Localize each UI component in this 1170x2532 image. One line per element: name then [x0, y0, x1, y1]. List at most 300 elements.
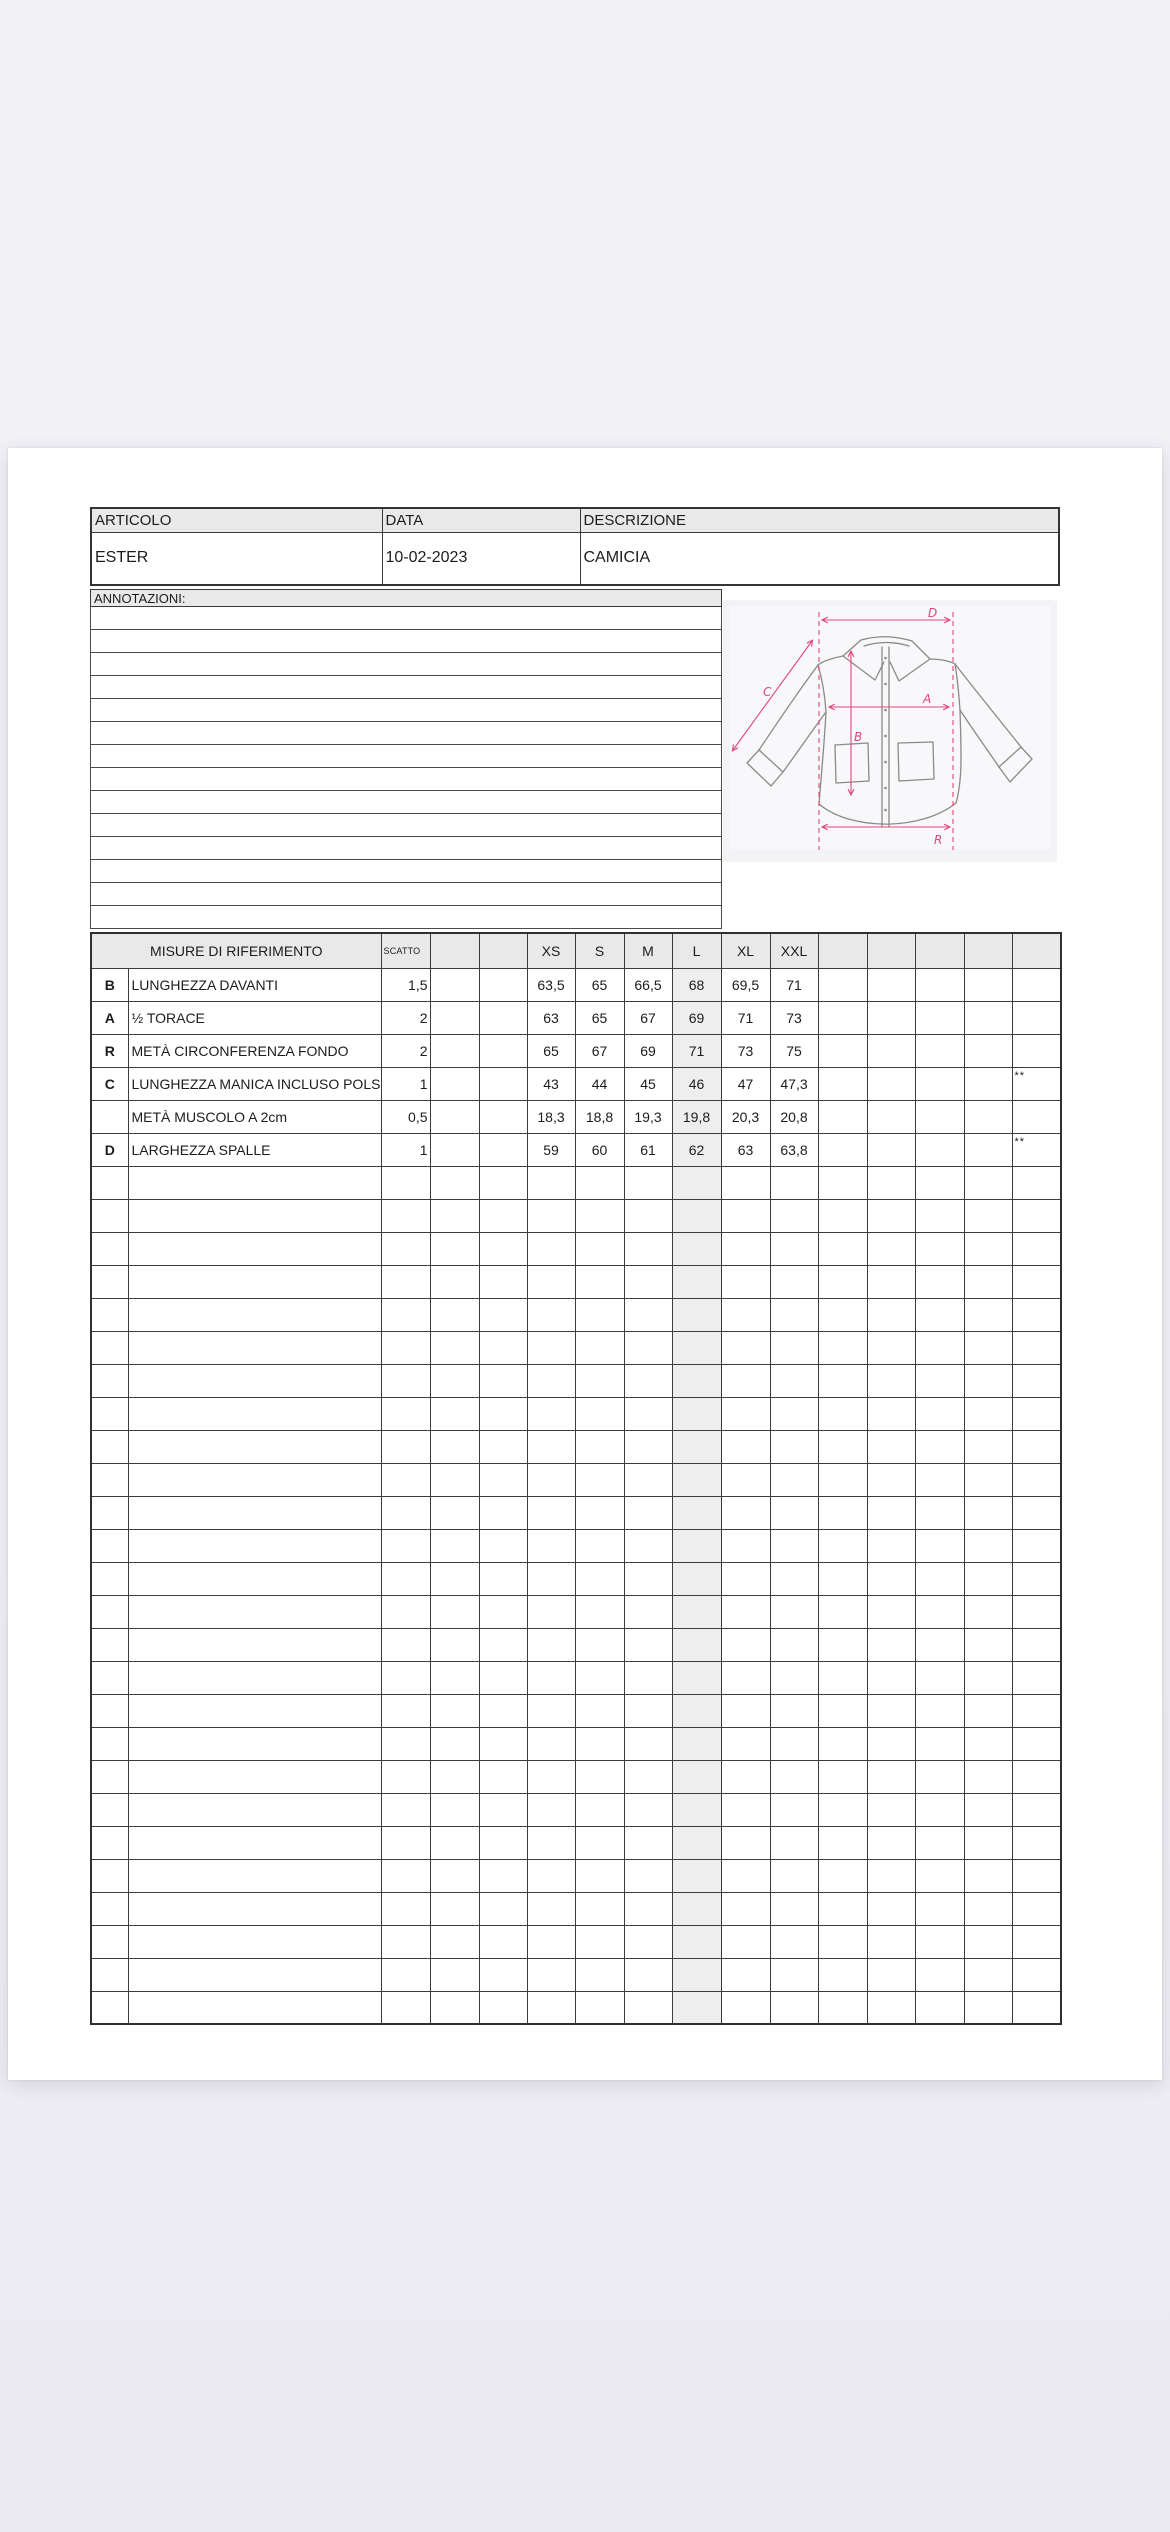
empty-cell	[721, 1364, 770, 1397]
empty-cell	[128, 1529, 381, 1562]
empty-cell	[128, 1991, 381, 2024]
empty-cell	[964, 1034, 1012, 1067]
empty-cell	[867, 1298, 915, 1331]
size-value-cell: 67	[575, 1034, 624, 1067]
empty-cell	[430, 1793, 479, 1826]
empty-cell	[624, 1463, 672, 1496]
empty-cell	[479, 1529, 527, 1562]
empty-cell	[672, 1364, 721, 1397]
empty-cell	[575, 1298, 624, 1331]
empty-cell	[624, 1430, 672, 1463]
empty-cell	[91, 1661, 128, 1694]
empty-cell	[624, 1661, 672, 1694]
empty-cell	[479, 1958, 527, 1991]
empty-cell	[964, 1958, 1012, 1991]
empty-cell	[1012, 1958, 1061, 1991]
empty-cell	[721, 1958, 770, 1991]
empty-measure-row	[91, 1199, 1061, 1232]
empty-cell	[915, 1199, 964, 1232]
empty-cell	[128, 1793, 381, 1826]
size-value-cell: 71	[672, 1034, 721, 1067]
size-header-s: S	[575, 933, 624, 968]
empty-cell	[770, 1991, 818, 2024]
empty-cell	[915, 1892, 964, 1925]
empty-cell	[1012, 1661, 1061, 1694]
empty-cell	[1012, 1826, 1061, 1859]
size-value-cell: 63	[721, 1133, 770, 1166]
empty-cell	[624, 1892, 672, 1925]
empty-cell	[624, 1298, 672, 1331]
empty-cell	[867, 1859, 915, 1892]
empty-cell	[770, 1430, 818, 1463]
empty-cell	[867, 1364, 915, 1397]
document-page	[8, 448, 1162, 2080]
empty-cell	[964, 1067, 1012, 1100]
empty-cell	[721, 1727, 770, 1760]
info-header-row	[91, 508, 1059, 532]
empty-cell	[818, 1694, 867, 1727]
empty-cell	[867, 1100, 915, 1133]
empty-cell	[672, 1859, 721, 1892]
empty-cell	[575, 1331, 624, 1364]
empty-cell	[867, 1595, 915, 1628]
empty-cell	[430, 1694, 479, 1727]
empty-cell	[964, 1727, 1012, 1760]
empty-cell	[964, 1793, 1012, 1826]
empty-cell	[527, 1595, 575, 1628]
empty-cell	[672, 1628, 721, 1661]
empty-cell	[479, 1331, 527, 1364]
empty-cell	[915, 1364, 964, 1397]
measure-row	[91, 1001, 1061, 1034]
empty-cell	[964, 1298, 1012, 1331]
empty-cell	[91, 1958, 128, 1991]
empty-cell	[430, 1826, 479, 1859]
empty-cell	[91, 1298, 128, 1331]
empty-cell	[527, 1562, 575, 1595]
articolo-value: ESTER	[91, 532, 382, 585]
empty-cell	[1012, 1529, 1061, 1562]
measure-name-cell: METÀ MUSCOLO A 2cm	[128, 1100, 381, 1133]
empty-cell	[1012, 1859, 1061, 1892]
scatto-cell: 2	[381, 1034, 430, 1067]
size-value-cell: 20,8	[770, 1100, 818, 1133]
empty-cell	[128, 1364, 381, 1397]
empty-cell	[964, 1265, 1012, 1298]
empty-cell	[527, 1463, 575, 1496]
empty-cell	[770, 1958, 818, 1991]
empty-cell	[818, 1859, 867, 1892]
empty-header-cell	[818, 933, 867, 968]
empty-cell	[770, 1463, 818, 1496]
empty-cell	[128, 1463, 381, 1496]
empty-cell	[915, 1727, 964, 1760]
empty-cell	[430, 1364, 479, 1397]
empty-cell	[770, 1694, 818, 1727]
empty-cell	[915, 1067, 964, 1100]
empty-cell	[381, 1859, 430, 1892]
empty-cell	[721, 1265, 770, 1298]
empty-header-cell	[867, 933, 915, 968]
empty-cell	[479, 1925, 527, 1958]
empty-cell	[770, 1892, 818, 1925]
empty-cell	[575, 1826, 624, 1859]
measure-name-cell: LARGHEZZA SPALLE	[128, 1133, 381, 1166]
empty-cell	[479, 1694, 527, 1727]
empty-cell	[818, 1991, 867, 2024]
empty-cell	[867, 1826, 915, 1859]
empty-cell	[867, 1265, 915, 1298]
empty-cell	[91, 1925, 128, 1958]
empty-cell	[721, 1430, 770, 1463]
measure-table	[90, 932, 1062, 2025]
empty-cell	[381, 1793, 430, 1826]
size-value-cell: 19,3	[624, 1100, 672, 1133]
empty-cell	[91, 1496, 128, 1529]
articolo-header: ARTICOLO	[91, 508, 382, 532]
empty-cell	[527, 1496, 575, 1529]
empty-cell	[915, 1826, 964, 1859]
empty-cell	[1012, 1991, 1061, 2024]
empty-cell	[91, 1364, 128, 1397]
annotation-line	[91, 791, 721, 814]
size-header-xxl: XXL	[770, 933, 818, 968]
empty-cell	[575, 1958, 624, 1991]
empty-cell	[381, 1694, 430, 1727]
empty-cell	[624, 1826, 672, 1859]
empty-cell	[770, 1529, 818, 1562]
empty-cell	[624, 1562, 672, 1595]
empty-cell	[381, 1430, 430, 1463]
empty-cell	[867, 1331, 915, 1364]
empty-cell	[91, 1265, 128, 1298]
empty-cell	[430, 1430, 479, 1463]
empty-cell	[575, 1760, 624, 1793]
empty-cell	[721, 1562, 770, 1595]
empty-cell	[381, 1232, 430, 1265]
empty-cell	[479, 1199, 527, 1232]
size-value-cell: 65	[527, 1034, 575, 1067]
empty-cell	[479, 1232, 527, 1265]
scatto-cell: 1,5	[381, 968, 430, 1001]
empty-cell	[430, 1232, 479, 1265]
size-value-cell: 69	[624, 1034, 672, 1067]
empty-cell	[381, 1826, 430, 1859]
empty-cell	[672, 1826, 721, 1859]
annotations-section	[90, 589, 722, 929]
empty-cell	[479, 1826, 527, 1859]
empty-cell	[430, 1199, 479, 1232]
measure-header-row	[91, 933, 1061, 968]
empty-cell	[624, 1628, 672, 1661]
empty-cell	[770, 1859, 818, 1892]
empty-cell	[964, 1826, 1012, 1859]
empty-cell	[964, 1001, 1012, 1034]
empty-cell	[479, 1859, 527, 1892]
empty-cell	[575, 1628, 624, 1661]
empty-cell	[867, 1991, 915, 2024]
empty-cell	[527, 1694, 575, 1727]
empty-cell	[867, 1232, 915, 1265]
empty-cell	[527, 1991, 575, 2024]
empty-cell	[818, 1595, 867, 1628]
empty-cell	[430, 1331, 479, 1364]
empty-cell	[770, 1925, 818, 1958]
empty-cell	[672, 1958, 721, 1991]
empty-cell	[128, 1727, 381, 1760]
empty-cell	[575, 1166, 624, 1199]
empty-cell	[915, 1133, 964, 1166]
empty-cell	[867, 1397, 915, 1430]
empty-cell	[818, 1100, 867, 1133]
empty-cell	[430, 1892, 479, 1925]
empty-cell	[915, 1298, 964, 1331]
empty-cell	[381, 1892, 430, 1925]
empty-cell	[721, 1793, 770, 1826]
size-value-cell: 75	[770, 1034, 818, 1067]
empty-cell	[91, 1760, 128, 1793]
empty-cell	[527, 1199, 575, 1232]
empty-cell	[867, 1133, 915, 1166]
empty-cell	[964, 1859, 1012, 1892]
empty-cell	[818, 968, 867, 1001]
empty-cell	[964, 1199, 1012, 1232]
empty-cell	[915, 1001, 964, 1034]
size-value-cell: 66,5	[624, 968, 672, 1001]
size-value-cell: 20,3	[721, 1100, 770, 1133]
empty-cell	[128, 1562, 381, 1595]
empty-cell	[479, 1067, 527, 1100]
empty-cell	[1012, 1199, 1061, 1232]
empty-cell	[381, 1760, 430, 1793]
empty-cell	[624, 1496, 672, 1529]
size-value-cell: 73	[770, 1001, 818, 1034]
empty-cell	[721, 1859, 770, 1892]
empty-cell	[128, 1694, 381, 1727]
empty-cell	[575, 1859, 624, 1892]
sketch-label-r: R	[934, 833, 943, 847]
empty-cell	[672, 1199, 721, 1232]
empty-cell	[964, 968, 1012, 1001]
empty-cell	[1012, 1265, 1061, 1298]
annotation-line	[91, 699, 721, 722]
empty-cell	[575, 1892, 624, 1925]
empty-cell	[770, 1364, 818, 1397]
annotation-line	[91, 630, 721, 653]
empty-cell	[672, 1496, 721, 1529]
empty-cell	[381, 1595, 430, 1628]
empty-cell	[818, 1397, 867, 1430]
empty-cell	[964, 1661, 1012, 1694]
empty-cell	[624, 1595, 672, 1628]
empty-cell	[479, 1991, 527, 2024]
empty-cell	[867, 1463, 915, 1496]
empty-cell	[721, 1331, 770, 1364]
size-value-cell: 62	[672, 1133, 721, 1166]
empty-cell	[770, 1727, 818, 1760]
empty-cell	[527, 1298, 575, 1331]
scatto-header: SCATTO	[381, 933, 430, 968]
note-cell: **	[1012, 1133, 1061, 1166]
empty-measure-row	[91, 1661, 1061, 1694]
letter-cell: B	[91, 968, 128, 1001]
empty-cell	[721, 1397, 770, 1430]
empty-cell	[430, 1760, 479, 1793]
empty-cell	[672, 1661, 721, 1694]
sketch-label-a: A	[923, 692, 932, 706]
empty-cell	[867, 1925, 915, 1958]
empty-cell	[624, 1694, 672, 1727]
empty-cell	[1012, 1331, 1061, 1364]
empty-cell	[818, 1826, 867, 1859]
empty-cell	[527, 1958, 575, 1991]
empty-measure-row	[91, 1496, 1061, 1529]
empty-cell	[770, 1661, 818, 1694]
empty-cell	[721, 1166, 770, 1199]
empty-cell	[430, 1496, 479, 1529]
size-value-cell: 44	[575, 1067, 624, 1100]
empty-cell	[430, 1265, 479, 1298]
empty-cell	[91, 1463, 128, 1496]
empty-cell	[479, 968, 527, 1001]
info-table	[90, 507, 1060, 586]
size-value-cell: 68	[672, 968, 721, 1001]
empty-cell	[624, 1166, 672, 1199]
empty-cell	[915, 1661, 964, 1694]
empty-cell	[527, 1364, 575, 1397]
empty-cell	[915, 1397, 964, 1430]
empty-cell	[964, 1628, 1012, 1661]
empty-cell	[1012, 1166, 1061, 1199]
empty-cell	[624, 1793, 672, 1826]
empty-cell	[818, 1199, 867, 1232]
empty-cell	[818, 1463, 867, 1496]
empty-cell	[91, 1199, 128, 1232]
empty-cell	[818, 1892, 867, 1925]
empty-cell	[964, 1331, 1012, 1364]
empty-cell	[91, 1892, 128, 1925]
empty-cell	[915, 1265, 964, 1298]
empty-cell	[527, 1661, 575, 1694]
empty-cell	[672, 1595, 721, 1628]
annotation-line	[91, 837, 721, 860]
empty-cell	[818, 1265, 867, 1298]
scatto-cell: 1	[381, 1067, 430, 1100]
empty-cell	[430, 1067, 479, 1100]
empty-cell	[575, 1661, 624, 1694]
letter-cell: A	[91, 1001, 128, 1034]
empty-measure-row	[91, 1463, 1061, 1496]
empty-cell	[624, 1760, 672, 1793]
empty-cell	[770, 1826, 818, 1859]
empty-cell	[624, 1859, 672, 1892]
empty-cell	[915, 968, 964, 1001]
empty-cell	[624, 1991, 672, 2024]
empty-cell	[430, 1529, 479, 1562]
empty-cell	[770, 1760, 818, 1793]
empty-cell	[915, 1463, 964, 1496]
empty-cell	[964, 1562, 1012, 1595]
empty-cell	[575, 1562, 624, 1595]
empty-cell	[128, 1430, 381, 1463]
size-header-xs: XS	[527, 933, 575, 968]
empty-cell	[770, 1232, 818, 1265]
letter-cell: C	[91, 1067, 128, 1100]
empty-measure-row	[91, 1298, 1061, 1331]
annotation-line	[91, 722, 721, 745]
empty-cell	[479, 1496, 527, 1529]
empty-cell	[527, 1529, 575, 1562]
empty-cell	[770, 1397, 818, 1430]
empty-cell	[527, 1727, 575, 1760]
empty-cell	[575, 1529, 624, 1562]
empty-cell	[575, 1991, 624, 2024]
empty-cell	[818, 1166, 867, 1199]
empty-cell	[128, 1958, 381, 1991]
measure-row	[91, 1133, 1061, 1166]
empty-cell	[867, 1496, 915, 1529]
empty-cell	[430, 1958, 479, 1991]
empty-cell	[527, 1859, 575, 1892]
empty-cell	[867, 1661, 915, 1694]
empty-cell	[672, 1529, 721, 1562]
empty-cell	[479, 1265, 527, 1298]
measure-row	[91, 1067, 1061, 1100]
empty-measure-row	[91, 1529, 1061, 1562]
letter-cell: D	[91, 1133, 128, 1166]
empty-cell	[128, 1265, 381, 1298]
measure-row	[91, 1034, 1061, 1067]
empty-cell	[915, 1793, 964, 1826]
descrizione-header: DESCRIZIONE	[580, 508, 1059, 532]
empty-cell	[770, 1793, 818, 1826]
size-value-cell: 18,3	[527, 1100, 575, 1133]
empty-cell	[624, 1925, 672, 1958]
empty-cell	[624, 1199, 672, 1232]
note-cell	[1012, 1100, 1061, 1133]
empty-cell	[575, 1199, 624, 1232]
empty-measure-row	[91, 1166, 1061, 1199]
size-value-cell: 43	[527, 1067, 575, 1100]
empty-cell	[128, 1628, 381, 1661]
empty-cell	[381, 1463, 430, 1496]
empty-cell	[770, 1595, 818, 1628]
empty-cell	[91, 1529, 128, 1562]
empty-cell	[770, 1562, 818, 1595]
empty-measure-row	[91, 1430, 1061, 1463]
empty-cell	[91, 1991, 128, 2024]
empty-measure-row	[91, 1364, 1061, 1397]
empty-cell	[479, 1166, 527, 1199]
annotation-line	[91, 860, 721, 883]
empty-cell	[527, 1793, 575, 1826]
empty-cell	[1012, 1628, 1061, 1661]
empty-cell	[575, 1694, 624, 1727]
empty-cell	[128, 1595, 381, 1628]
empty-cell	[672, 1562, 721, 1595]
empty-cell	[91, 1397, 128, 1430]
empty-cell	[91, 1232, 128, 1265]
empty-cell	[575, 1397, 624, 1430]
empty-cell	[915, 1958, 964, 1991]
empty-cell	[479, 1628, 527, 1661]
empty-cell	[721, 1232, 770, 1265]
empty-cell	[770, 1496, 818, 1529]
annotation-line	[91, 676, 721, 699]
empty-cell	[964, 1529, 1012, 1562]
empty-cell	[818, 1760, 867, 1793]
empty-cell	[915, 1232, 964, 1265]
